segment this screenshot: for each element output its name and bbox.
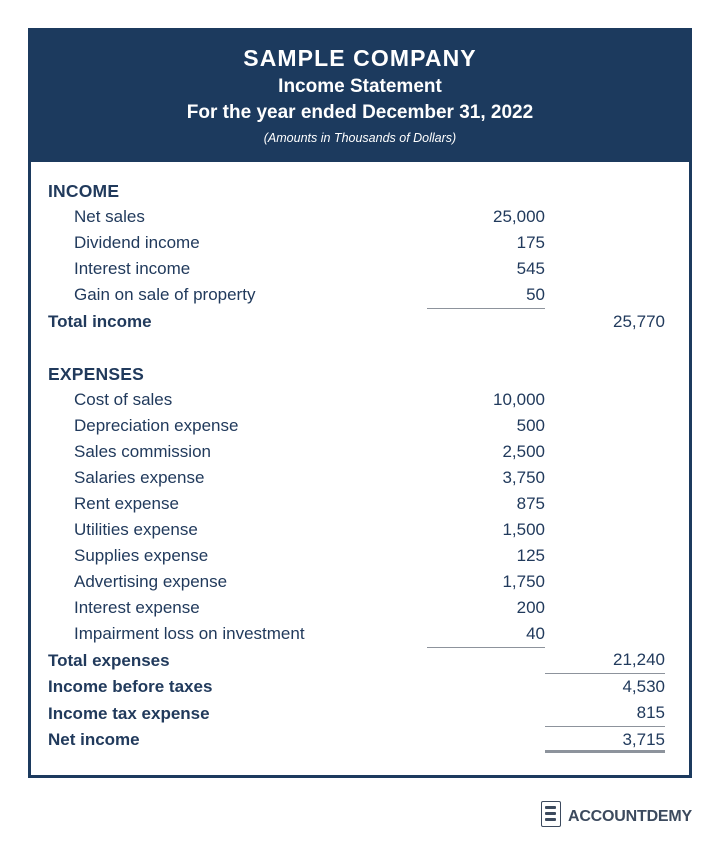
income-statement-document [28, 28, 692, 778]
total-income-amount: 25,770 [613, 311, 665, 331]
line-item-label: Dividend income [74, 232, 200, 252]
line-item-total-col [545, 569, 665, 595]
line-item-label: Gain on sale of property [74, 285, 256, 305]
line-item-label: Impairment loss on investment [74, 624, 305, 644]
spacer-cell [427, 335, 545, 361]
line-item-label: Salaries expense [74, 467, 205, 487]
line-item-total-col [545, 517, 665, 543]
table-row [48, 491, 665, 517]
total-income-row [48, 308, 665, 335]
statement-title: Income Statement [278, 76, 442, 98]
abacus-bar [545, 806, 556, 809]
line-item-total-col [545, 282, 665, 309]
total-expenses-amount: 21,240 [545, 647, 665, 674]
table-row [48, 439, 665, 465]
section-heading-col2 [545, 361, 665, 387]
company-name: SAMPLE COMPANY [243, 45, 477, 71]
net-income-row [48, 727, 665, 754]
line-item-amount: 500 [516, 415, 545, 435]
table-row [48, 256, 665, 282]
line-item-amount: 50 [427, 282, 545, 309]
income-before-taxes-row [48, 674, 665, 701]
net-income-label: Net income [48, 730, 140, 750]
total-income-col1 [427, 308, 545, 335]
total-income-label: Total income [48, 311, 152, 331]
line-item-label: Utilities expense [74, 519, 198, 539]
table-row [48, 230, 665, 256]
section-heading-col2 [545, 178, 665, 204]
line-item-amount: 1,750 [502, 571, 545, 591]
line-item-label: Interest expense [74, 597, 200, 617]
line-item-label: Rent expense [74, 493, 179, 513]
income-before-taxes-label: Income before taxes [48, 677, 213, 697]
line-item-label: Interest income [74, 258, 191, 278]
table-row [48, 621, 665, 648]
brand-logo [541, 800, 692, 827]
line-item-total-col [545, 621, 665, 648]
table-row [48, 387, 665, 413]
section-spacer [48, 335, 665, 361]
line-item-amount: 25,000 [493, 206, 545, 226]
income-tax-expense-col1 [427, 700, 545, 727]
line-item-total-col [545, 256, 665, 282]
line-item-amount: 40 [427, 621, 545, 648]
table-row [48, 465, 665, 491]
section-heading-income [48, 178, 665, 204]
line-item-total-col [545, 543, 665, 569]
table-row [48, 569, 665, 595]
table-row [48, 517, 665, 543]
line-item-amount: 175 [516, 232, 545, 252]
section-heading-label: INCOME [48, 180, 120, 201]
net-income-col1 [427, 727, 545, 754]
line-item-total-col [545, 230, 665, 256]
section-heading-col1 [427, 361, 545, 387]
line-item-label: Sales commission [74, 441, 211, 461]
document-header [28, 28, 692, 162]
table-row [48, 543, 665, 569]
income-tax-expense-row [48, 700, 665, 727]
brand-name: accountdemy [567, 800, 692, 826]
statement-period: For the year ended December 31, 2022 [186, 101, 534, 123]
line-item-total-col [545, 465, 665, 491]
total-expenses-row [48, 647, 665, 674]
income-tax-expense-amount: 815 [545, 700, 665, 727]
line-item-amount: 545 [516, 258, 545, 278]
table-row [48, 595, 665, 621]
line-item-label: Cost of sales [74, 389, 173, 409]
line-item-amount: 10,000 [493, 389, 545, 409]
line-item-label: Depreciation expense [74, 415, 239, 435]
line-item-label: Advertising expense [74, 571, 228, 591]
amounts-note: (Amounts in Thousands of Dollars) [263, 131, 457, 146]
statement-body [28, 162, 692, 779]
total-expenses-label: Total expenses [48, 650, 170, 670]
line-item-amount: 875 [516, 493, 545, 513]
income-statement-table [48, 178, 665, 754]
line-item-label: Supplies expense [74, 545, 209, 565]
section-heading-col1 [427, 178, 545, 204]
net-income-amount: 3,715 [545, 727, 665, 754]
table-row [48, 282, 665, 309]
line-item-amount: 1,500 [502, 519, 545, 539]
income-tax-expense-label: Income tax expense [48, 703, 210, 723]
table-row [48, 413, 665, 439]
line-item-total-col [545, 413, 665, 439]
line-item-amount: 125 [516, 545, 545, 565]
total-expenses-col1 [427, 647, 545, 674]
section-heading-label: EXPENSES [48, 363, 144, 384]
line-item-total-col [545, 595, 665, 621]
table-row [48, 204, 665, 230]
income-before-taxes-amount: 4,530 [622, 677, 665, 697]
line-item-total-col [545, 491, 665, 517]
abacus-bar [545, 812, 556, 815]
income-before-taxes-col1 [427, 674, 545, 701]
abacus-bar [545, 818, 556, 821]
section-heading-expenses [48, 361, 665, 387]
line-item-amount: 2,500 [502, 441, 545, 461]
spacer-cell [545, 335, 665, 361]
line-item-label: Net sales [74, 206, 145, 226]
line-item-total-col [545, 439, 665, 465]
line-item-amount: 3,750 [502, 467, 545, 487]
line-item-total-col [545, 387, 665, 413]
spacer-cell [48, 335, 427, 361]
line-item-total-col [545, 204, 665, 230]
abacus-icon [541, 801, 561, 827]
line-item-amount: 200 [516, 597, 545, 617]
